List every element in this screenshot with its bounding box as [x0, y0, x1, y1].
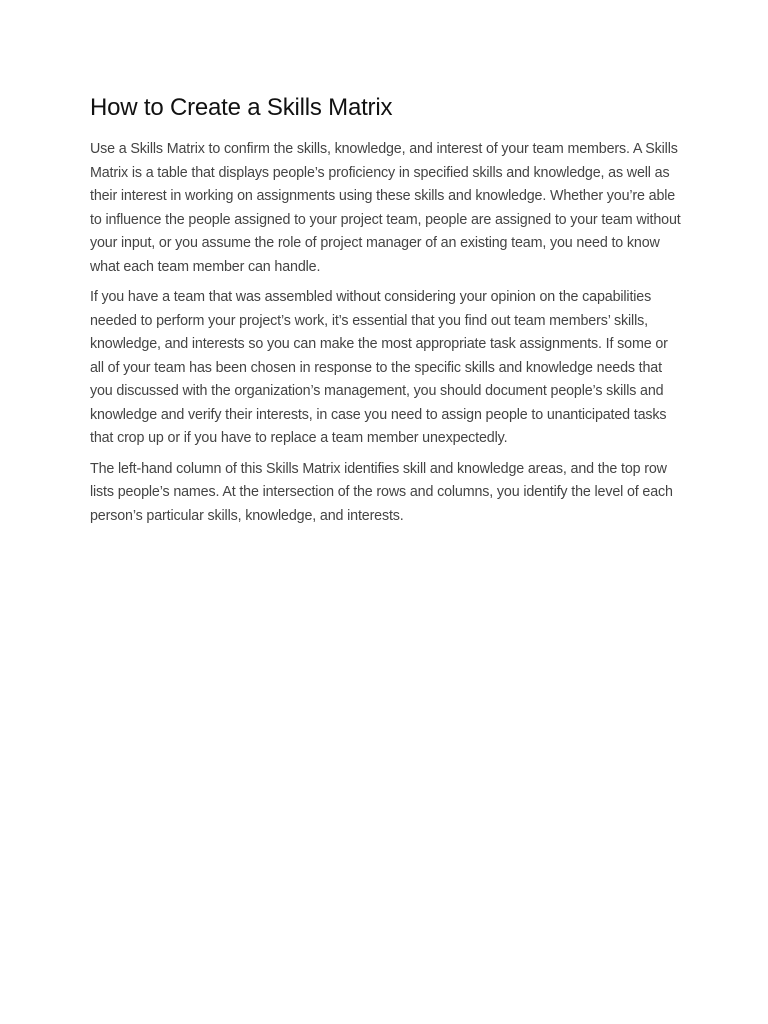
- document-page: [90, 90, 682, 535]
- paragraph-matrix-layout: The left-hand column of this Skills Matrix identifies skill and knowledge areas, and the top row lists people’s names. At the intersection of the rows and columns, you identify the level of each person’s particular skills, knowledge, and interests.: [90, 460, 673, 524]
- paragraph-intro: Use a Skills Matrix to confirm the skills, knowledge, and interest of your team members. A Skills Matrix is a table that displays people’s proficiency in specified skills and knowledge, as well as their interest in working on assignments using these skills and knowledge. Whether you’re able to influence the people assigned to your project team, people are assigned to your team without your input, or you assume the role of project manager of an existing team, you need to know what each team member can handle.: [90, 141, 681, 275]
- paragraph-team-assembly: If you have a team that was assembled without considering your opinion on the capabilities needed to perform your project’s work, it’s essential that you find out team members’ skills, knowledge, and interests so you can make the most appropriate task assignments. If some or all of your team has been chosen in response to the specific skills and knowledge needs that you discussed with the organization’s management, you should document people’s skills and knowledge and verify their interests, in case you need to assign people to unanticipated tasks that crop up or if you have to replace a team member unexpectedly.: [90, 289, 668, 446]
- page-title: How to Create a Skills Matrix: [90, 94, 393, 121]
